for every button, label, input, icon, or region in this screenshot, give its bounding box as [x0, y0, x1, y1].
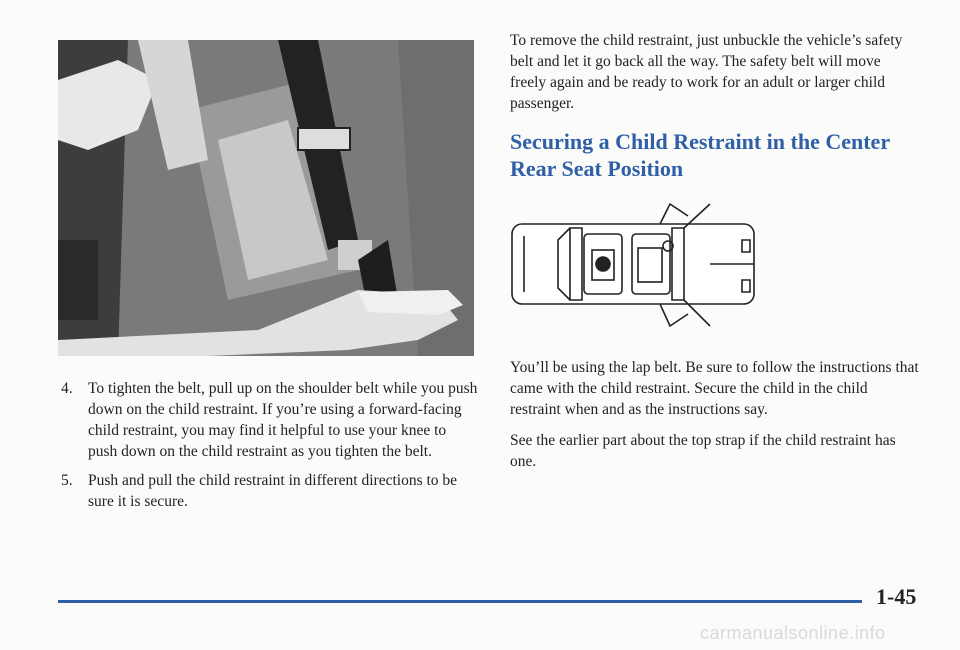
step-number: 4.: [61, 380, 73, 397]
step-text: Push and pull the child restraint in different directions to be sure it is secure.: [88, 472, 458, 510]
page-number: 1-45: [876, 584, 917, 609]
right-column: [510, 30, 920, 182]
step-text: To tighten the belt, pull up on the shoulder belt while you push down on the child restraint. If you’re using a forward-facing child restraint, you may find it helpful to use your knee to push down on the child restraint as you tighten the belt.: [88, 380, 478, 460]
right-column-lower: [510, 357, 920, 482]
steps-list: [58, 378, 478, 520]
body-paragraph: You’ll be using the lap belt. Be sure to follow the instructions that came with the child restraint. Secure the child in the child restraint when and as the instructions say.: [510, 359, 919, 418]
vehicle-seat-diagram: [510, 200, 760, 330]
step-number: 5.: [61, 472, 73, 489]
watermark: carmanualsonline.info: [700, 623, 886, 643]
intro-paragraph: To remove the child restraint, just unbuckle the vehicle’s safety belt and let it go back all the way. The safety belt will move freely again and be ready to work for an adult or larger child passenger.: [510, 32, 903, 112]
footer-rule: [58, 600, 862, 603]
body-paragraph: See the earlier part about the top strap if the child restraint has one.: [510, 432, 896, 470]
list-item: [58, 470, 478, 512]
section-heading: Securing a Child Restraint in the Center Rear Seat Position: [510, 129, 890, 181]
seat-belt-photo: [58, 40, 474, 356]
list-item: [58, 378, 478, 462]
